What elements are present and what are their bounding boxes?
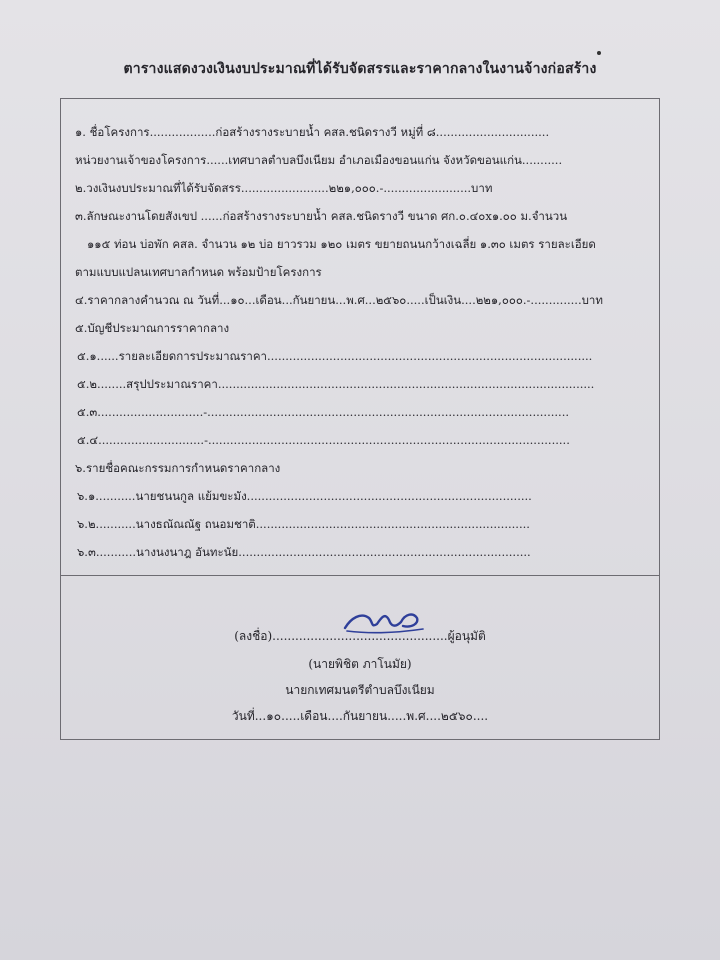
work-description-line: ๓.ลักษณะงานโดยสังเขป ......ก่อสร้างรางระบายน้ำ คสล.ชนิดรางวี ขนาด ศก.๐.๔๐x๑.๐๐ ม.จำนวน <box>75 209 568 223</box>
median-price-line: ๔.ราคากลางคำนวณ ณ วันที่...๑๐...เดือน...กันยายน...พ.ศ...๒๕๖๐.....เป็นเงิน....๒๒๑,๐๐๐.-..............บาท <box>75 293 603 307</box>
document-frame <box>60 98 660 740</box>
signer-position: นายกเทศมนตรีตำบลบึงเนียม <box>285 683 435 697</box>
estimate-item-4: ๕.๔.............................-................................................................................................... <box>77 433 570 447</box>
committee-member-3: ๖.๓...........นางนงนาฎ อันทะนัย................................................................................ <box>77 545 531 559</box>
project-name-line: ๑. ชื่อโครงการ..................ก่อสร้างรางระบายน้ำ คสล.ชนิดรางวี หมู่ที่ ๘............................... <box>75 125 550 139</box>
signature-date: วันที่...๑๐.....เดือน....กันยายน.....พ.ศ....๒๕๖๐.... <box>231 709 489 723</box>
estimate-item-2: ๕.๒........สรุปประมาณราคา....................................................................................................... <box>77 377 595 391</box>
committee-heading: ๖.รายชื่อคณะกรรมการกำหนดราคากลาง <box>75 461 281 475</box>
committee-member-1: ๖.๑...........นายชนนกูล แย้มขะมัง.............................................................................. <box>77 489 532 503</box>
ink-dot <box>597 51 601 55</box>
estimate-item-1: ๕.๑......รายละเอียดการประมาณราคา......................................................................................... <box>77 349 593 363</box>
signer-name: (นายพิชิต ภาโนมัย) <box>308 657 412 671</box>
estimate-item-3: ๕.๓.............................-................................................................................................... <box>77 405 570 419</box>
estimate-list-heading: ๕.บัญชีประมาณการราคากลาง <box>75 321 230 335</box>
committee-member-2: ๖.๒...........นางธณัณณัฐ ถนอมชาติ........................................................................... <box>77 517 530 531</box>
work-description-cont-line: ๑๑๕ ท่อน บ่อพัก คสล. จำนวน ๑๒ บ่อ ยาวรวม ๑๒๐ เมตร ขยายถนนกว้างเฉลี่ย ๑.๓๐ เมตร รายละเอียด <box>87 237 596 251</box>
budget-line: ๒.วงเงินงบประมาณที่ได้รับจัดสรร........................๒๒๑,๐๐๐.-........................บาท <box>75 181 493 195</box>
work-description-end-line: ตามแบบแปลนเทศบาลกำหนด พร้อมป้ายโครงการ <box>75 265 322 279</box>
agency-line: หน่วยงานเจ้าของโครงการ......เทศบาลตำบลบึงเนียม อำเภอเมืองขอนแก่น จังหวัดขอนแก่น........... <box>75 153 563 167</box>
sign-line: (ลงชื่อ)..............................................ผู้อนุมัติ <box>234 629 486 643</box>
document-title: ตารางแสดงวงเงินงบประมาณที่ได้รับจัดสรรและราคากลางในงานจ้างก่อสร้าง <box>123 61 597 77</box>
section-divider <box>61 575 659 576</box>
